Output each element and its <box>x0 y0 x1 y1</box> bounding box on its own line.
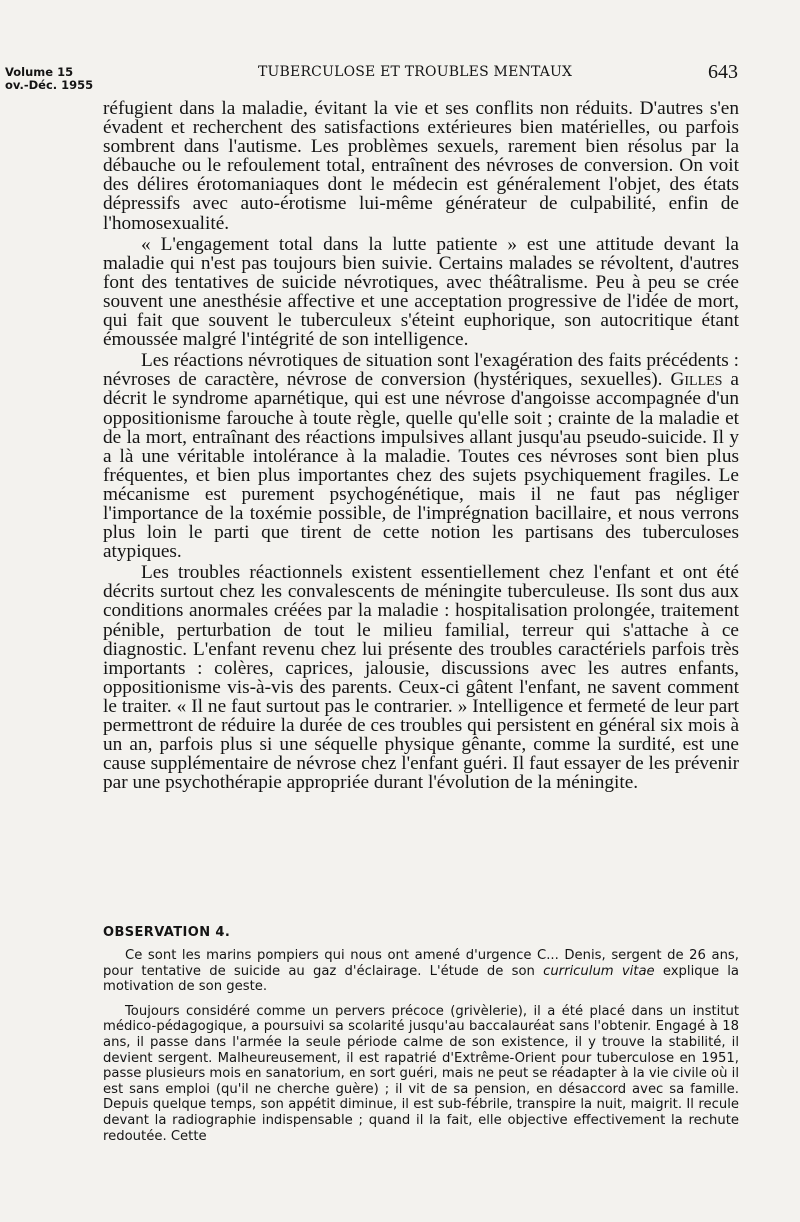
paragraph-2: « L'engagement total dans la lutte patiente » est une attitude devant la maladie qui n'est pas toujours bien suivie. Certains malades se révoltent, d'autres font des tentatives de suicide névrotiques, avec théâtralisme. Peu à peu se crée souvent une anesthésie affective et une acceptation progressive de l'idée de mort, qui fait que souvent le tuberculeux s'éteint euphorique, son autocritique étant émoussée malgré l'intégrité de son intelligence. <box>103 233 739 351</box>
observation-italic: curriculum vitae <box>543 963 655 979</box>
observation-text-b: explique la motivation de son geste. <box>103 963 739 995</box>
issue-label: ov.-Déc. 1955 <box>5 78 94 92</box>
article-body <box>103 99 739 792</box>
paragraph-4: Les troubles réactionnels existent essentiellement chez l'enfant et ont été décrits surtout chez les convalescents de méningite tuberculeuse. Ils sont dus aux conditions anormales créées par la maladie : hospitalisation prolongée, traitement pénible, perturbation de tout le milieu familial, terreur qui s'attache à ce diagnostic. L'enfant revenu chez lui présente des troubles caractériels parfois très importants : colères, caprices, jalousie, discussions avec les autres enfants, oppositionisme vis-à-vis des parents. Ceux-ci gâtent l'enfant, ne savent comment le traiter. « Il ne faut surtout pas le contrarier. » Intelligence et fermeté de leur part permettront de réduire la durée de ces troubles qui persistent en général six mois à un an, parfois plus si une séquelle physique gênante, comme la surdité, est une cause supplémentaire de névrose chez l'enfant guéri. Il faut essayer de les prévenir par une psychothérapie appropriée durant l'évolution de la méningite. <box>103 562 739 794</box>
author-name: Gilles <box>670 369 723 391</box>
page-header <box>0 58 800 98</box>
running-title: TUBERCULOSE ET TROUBLES MENTAUX <box>258 64 573 80</box>
paragraph-3-text-b: a décrit le syndrome aparnétique, qui est une névrose d'angoisse accompagnée d'un oppositionisme farouche à toute règle, quelle qu'elle soit ; crainte de la maladie et de la mort, entraînant des réactions impulsives allant jusqu'au pseudo-suicide. Il y a là une véritable intolérance à la maladie. Toutes ces névroses sont bien plus fréquentes, et bien plus importantes chez des sujets psychiquement fragiles. Le mécanisme est purement psychogénétique, mais il ne faut pas négliger l'importance de la toxémie possible, de l'imprégnation bacillaire, et nous verrons plus loin le parti que tirent de cette notion les partisans des tuberculoses atypiques. <box>103 369 739 563</box>
paragraph-3 <box>103 351 739 561</box>
observation-text-a: Ce sont les marins pompiers qui nous ont amené d'urgence C... Denis, sergent de 26 ans, pour tentative de suicide au gaz d'éclairage. L'étude de son <box>103 948 739 979</box>
observation-title: OBSERVATION 4. <box>103 925 231 940</box>
paragraph-3-text-a: Les réactions névrotiques de situation sont l'exagération des faits précédents : névroses de caractère, névrose de conversion (hystériques, sexuelles). <box>103 350 739 391</box>
observation-paragraph-2: Toujours considéré comme un pervers précoce (grivèlerie), il a été placé dans un institut médico-pédagogique, a poursuivi sa scolarité jusqu'au baccalauréat sans l'obtenir. Engagé à 18 ans, il passe dans l'armée la seule période calme de son existence, il y trouve la stabilité, il devient sergent. Malheureusement, il est rapatrié d'Extrême-Orient pour tuberculose en 1951, passe plusieurs mois en sanatorium, en sort guéri, mais ne peut se réadapter à la vie civile où il est sans emploi (qu'il ne cherche guère) ; il vit de sa pension, en désaccord avec sa famille. Depuis quelque temps, son appétit diminue, il est sub-fébrile, transpire la nuit, maigrit. Il recule devant la radiographie indispensable ; quand il la fait, elle objective effectivement la rechute redoutée. Cette <box>103 1003 739 1144</box>
paragraph-1: réfugient dans la maladie, évitant la vie et ses conflits non réduits. D'autres s'en évadent et recherchent des satisfactions extérieures bien matérielles, ou parfois sombrent dans l'autisme. Les problèmes sexuels, rarement bien résolus par la débauche ou le refoulement total, entraînent des névroses de conversion. On voit des délires érotomaniaques dont le médecin est généralement l'objet, des états dépressifs avec auto-érotisme lui-même générateur de culpabilité, enfin de l'homosexualité. <box>103 98 739 234</box>
volume-label: Volume 15 <box>5 65 74 79</box>
page-number: 643 <box>708 61 738 83</box>
observation-paragraph-1 <box>103 948 739 995</box>
observation-body <box>103 948 739 1144</box>
